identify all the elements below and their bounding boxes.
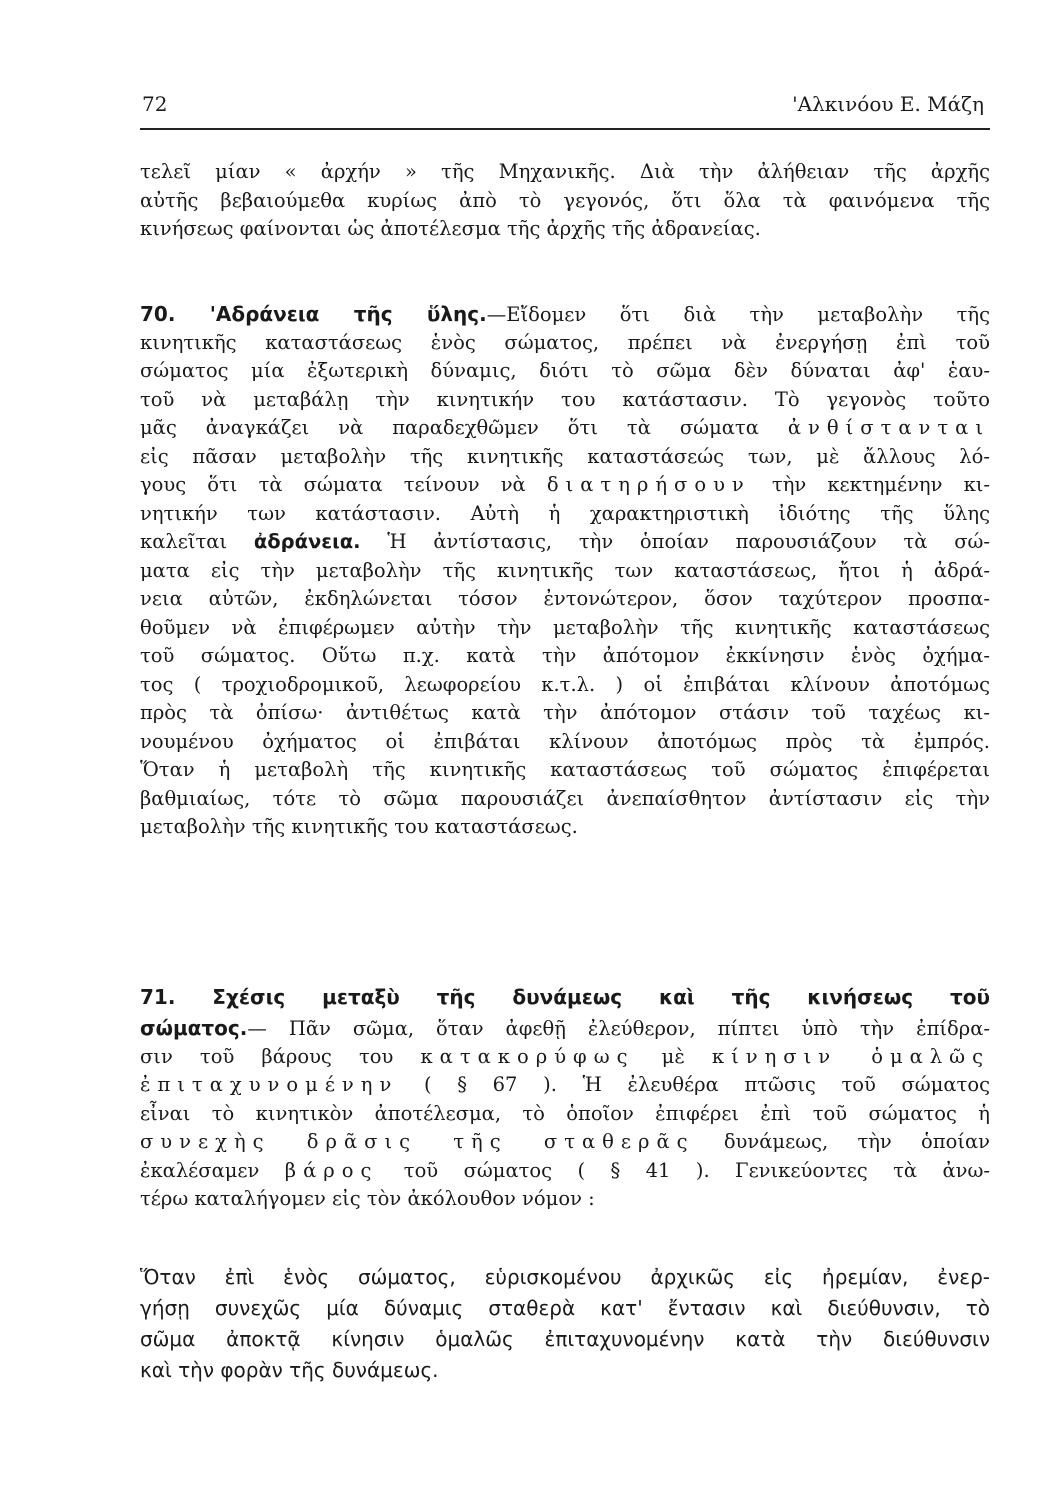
text-line: εἶναι τὸ κινητικὸν ἀποτέλεσμα, τὸ ὁποῖον ἐπιφέρει ἐπὶ τοῦ σώματος ἡ xyxy=(140,1101,990,1125)
emphasis-spaced: κίνησιν ὁμαλῶς xyxy=(711,1044,990,1068)
emphasis-spaced: ἀνθίστανται xyxy=(787,416,990,439)
text-line: νητικήν των κατάστασιν. Αὐτὴ ἡ χαρακτηριστικὴ ἰδιότης τῆς ὕλης xyxy=(140,501,990,525)
text-line: εἰς πᾶσαν μεταβολὴν τῆς κινητικῆς καταστάσεώς των, μὲ ἄλλους λό- xyxy=(140,444,990,468)
text-line: τελεῖ μίαν « ἀρχήν » τῆς Μηχανικῆς. Διὰ τὴν ἀλήθειαν τῆς ἀρχῆς xyxy=(140,160,990,183)
text-line: κινητικῆς καταστάσεως ἑνὸς σώματος, πρέπει νὰ ἐνεργήσῃ ἐπὶ τοῦ xyxy=(140,330,990,354)
text-span: μᾶς ἀναγκάζει νὰ παραδεχθῶμεν ὅτι τὰ σώματα xyxy=(140,416,759,439)
text-line: γήσῃ συνεχῶς μία δύναμις σταθερὰ κατ' ἔντασιν καὶ διεύθυνσιν, τὸ xyxy=(140,1296,990,1320)
text-span: τὴν κεκτημένην κι- xyxy=(771,473,991,496)
text-line: θοῦμεν νὰ ἐπιφέρωμεν αὐτὴν τὴν μεταβολὴν τῆς κινητικῆς καταστάσεως xyxy=(140,615,990,639)
text-span: δυνάμεως, τὴν ὁποίαν xyxy=(723,1130,990,1153)
text-line xyxy=(140,1014,990,1043)
emphasis-spaced: διατηρήσουν xyxy=(546,473,751,496)
text-line xyxy=(140,1157,990,1186)
text-line: σῶμα ἀποκτᾷ κίνησιν ὁμαλῶς ἐπιταχυνομένην κατὰ τὴν διεύθυνσιν xyxy=(140,1327,990,1351)
section-heading: 71. Σχέσις μεταξὺ τῆς δυνάμεως καὶ τῆς κινήσεως τοῦ xyxy=(140,985,990,1009)
text-line: βαθμιαίως, τότε τὸ σῶμα παρουσιάζει ἀνεπαίσθητον ἀντίστασιν εἰς τὴν xyxy=(140,786,990,810)
section-heading-cont: σώματος. xyxy=(140,1016,248,1040)
page-number: 72 xyxy=(142,92,168,116)
text-span: ἐκαλέσαμεν xyxy=(140,1158,260,1182)
text-line: μεταβολὴν τῆς κινητικῆς του καταστάσεως. xyxy=(140,815,578,838)
section-71 xyxy=(140,981,990,1214)
text-span: καλεῖται xyxy=(140,530,228,553)
text-span: μὲ xyxy=(661,1044,685,1068)
text-span: σιν τοῦ βάρους του xyxy=(140,1044,394,1068)
text-line: τοῦ νὰ μεταβάλῃ τὴν κινητικήν του κατάστασιν. Τὸ γεγονὸς τοῦτο xyxy=(140,387,990,411)
law-statement xyxy=(140,1262,990,1386)
text-line: αὐτῆς βεβαιούμεθα κυρίως ἀπὸ τὸ γεγονός, ὅτι ὅλα τὰ φαινόμενα τῆς xyxy=(140,188,990,212)
section-70 xyxy=(140,300,990,842)
text-line: τος ( τροχιοδρομικοῦ, λεωφορείου κ.τ.λ. ) οἱ ἐπιβάται κλίνουν ἀποτόμως xyxy=(140,672,990,696)
emphasis-spaced: βάρος xyxy=(284,1158,379,1182)
text-span: —Εἴδομεν ὅτι διὰ τὴν μεταβολὴν τῆς xyxy=(486,303,990,326)
text-line xyxy=(140,300,990,329)
text-line: νεια αὐτῶν, ἐκδηλώνεται τόσον ἐντονώτερον, ὅσον ταχύτερον προσπα- xyxy=(140,587,990,610)
text-line: κινήσεως φαίνονται ὡς ἀποτέλεσμα τῆς ἀρχῆς τῆς ἀδρανείας. xyxy=(140,217,761,240)
text-line xyxy=(140,1128,990,1157)
page-header xyxy=(140,88,990,130)
text-span: Ἡ ἀντίστασις, τὴν ὁποίαν παρουσιάζουν τὰ σώ- xyxy=(387,530,990,553)
text-line: καὶ τὴν φορὰν τῆς δυνάμεως. xyxy=(140,1358,439,1382)
text-line xyxy=(140,471,990,500)
emphasis-spaced: ἐπιταχυνομένην xyxy=(140,1073,399,1096)
emphasis-spaced: κατακορύφως xyxy=(420,1044,635,1068)
text-line xyxy=(140,1043,990,1072)
text-span: — Πᾶν σῶμα, ὅταν ἀφεθῇ ἐλεύθερον, πίπτει ὑπὸ τὴν ἐπίδρα- xyxy=(247,1017,990,1040)
text-line: νουμένου ὀχήματος οἱ ἐπιβάται κλίνουν ἀποτόμως πρὸς τὰ ἐμπρός. xyxy=(140,729,990,753)
section-heading: 70. 'Αδράνεια τῆς ὕλης. xyxy=(140,302,487,326)
running-title: 'Αλκινόου Ε. Μάζη xyxy=(792,92,984,116)
text-span: γους ὅτι τὰ σώματα τείνουν νὰ xyxy=(140,473,526,496)
text-span: τοῦ σώματος ( § 41 ). Γενικεύοντες τὰ ἀνω- xyxy=(403,1158,990,1182)
text-line: Ὅταν ἡ μεταβολὴ τῆς κινητικῆς καταστάσεως τοῦ σώματος ἐπιφέρεται xyxy=(140,758,990,781)
term-bold: ἀδράνεια. xyxy=(253,530,361,553)
text-line: τοῦ σώματος. Οὕτω π.χ. κατὰ τὴν ἀπότομον ἐκκίνησιν ἑνὸς ὀχήμα- xyxy=(140,644,990,667)
text-span: ( § 67 ). Ἡ ἐλευθέρα πτῶσις τοῦ σώματος xyxy=(423,1073,991,1096)
text-line: Ὅταν ἐπὶ ἑνὸς σώματος, εὑρισκομένου ἀρχικῶς εἰς ἠρεμίαν, ἐνερ- xyxy=(140,1265,990,1289)
text-line: ματα εἰς τὴν μεταβολὴν τῆς κινητικῆς των καταστάσεως, ἤτοι ἡ ἀδρά- xyxy=(140,558,990,582)
text-line xyxy=(140,528,990,557)
text-line: τέρω καταλήγομεν εἰς τὸν ἀκόλουθον νόμον : xyxy=(140,1187,595,1210)
intro-paragraph xyxy=(140,158,990,244)
text-line: πρὸς τὰ ὀπίσω· ἀντιθέτως κατὰ τὴν ἀπότομον στάσιν τοῦ ταχέως κι- xyxy=(140,701,990,724)
text-line xyxy=(140,1071,990,1100)
text-line xyxy=(140,414,990,443)
emphasis-spaced: συνεχὴς δρᾶσις τῆς σταθερᾶς xyxy=(140,1130,695,1153)
text-line: σώματος μία ἐξωτερικὴ δύναμις, διότι τὸ σῶμα δὲν δύναται ἀφ' ἑαυ- xyxy=(140,359,990,382)
